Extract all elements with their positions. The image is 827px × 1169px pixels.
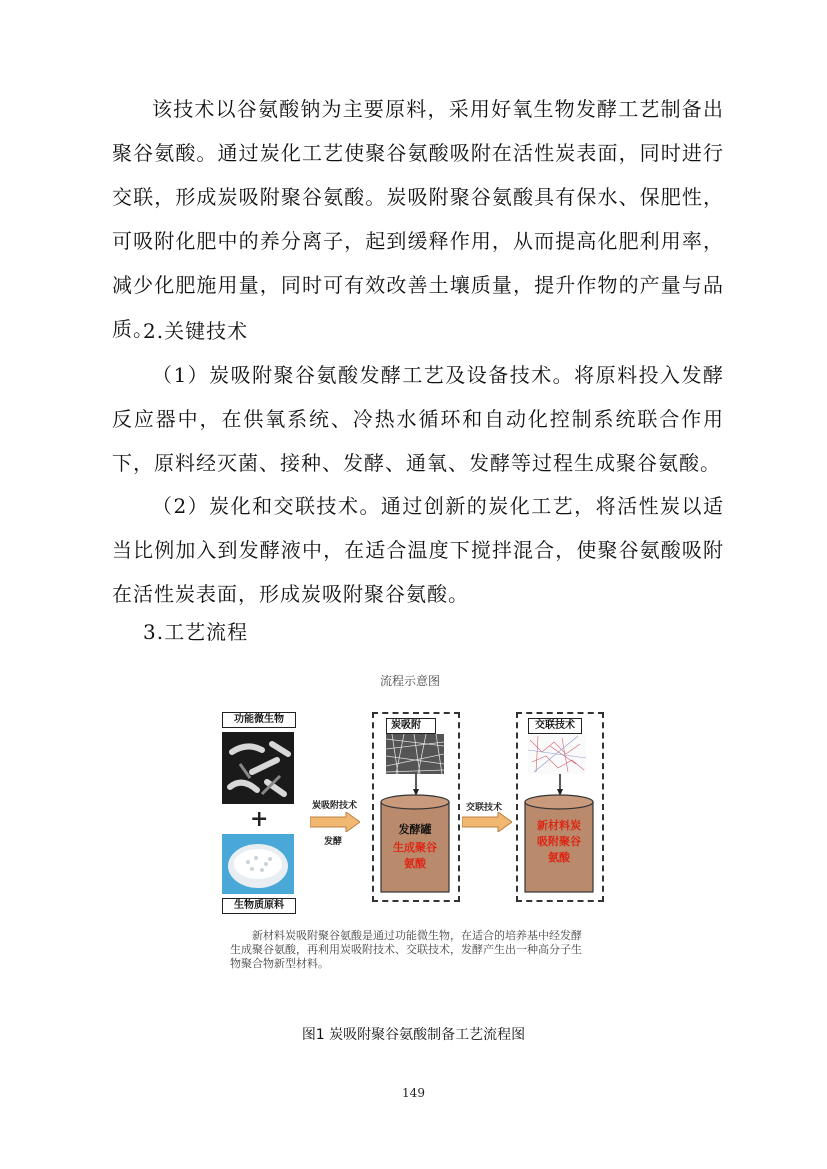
label-biomass-raw-material: 生物质原料: [222, 898, 296, 914]
carbon-mesh-image: [386, 734, 444, 774]
label-functional-microbe: 功能微生物: [222, 712, 296, 728]
arrow-right-icon: [462, 812, 512, 832]
arrow-right-icon: [310, 812, 360, 832]
paragraph-fermentation-technology: （1）炭吸附聚谷氨酸发酵工艺及设备技术。将原料投入发酵反应器中，在供氧系统、冷热水循环和自动化控制系统联合作用下，原料经灭菌、接种、发酵、通氧、发酵等过程生成聚谷氨酸。: [112, 363, 724, 475]
paragraph-overview: 该技术以谷氨酸钠为主要原料，采用好氧生物发酵工艺制备出聚谷氨酸。通过炭化工艺使聚谷氨酸吸附在活性炭表面，同时进行交联，形成炭吸附聚谷氨酸。炭吸附聚谷氨酸具有保水、保肥性，可吸附化肥中的养分离子，起到缓释作用，从而提高化肥利用率，减少化肥施用量，同时可有效改善土壤质量，提升作物的产量与品质。: [112, 97, 724, 341]
arrow-down-icon: [557, 774, 563, 796]
biomass-photo: [222, 834, 294, 894]
heading-process-flow: 3.工艺流程: [143, 620, 249, 644]
arrow2-label-top: 交联技术: [466, 803, 503, 813]
arrow-down-icon: [413, 774, 419, 796]
figure-title: 流程示意图: [379, 674, 440, 688]
plus-sign: +: [250, 806, 269, 832]
label-carbon-adsorption: 炭吸附: [386, 718, 436, 734]
tank1-product-label: 生成聚谷氨酸: [393, 841, 437, 870]
figure-caption: 图1 炭吸附聚谷氨酸制备工艺流程图: [301, 1027, 526, 1043]
microbe-photo: [222, 732, 294, 804]
figure-description: 新材料炭吸附聚谷氨酸是通过功能微生物，在适合的培养基中经发酵生成聚谷氨酸，再利用炭吸附技术、交联技术，发酵产生出一种高分子生物聚合物新型材料。: [230, 929, 582, 970]
paragraph-carbonization-technology: （2）炭化和交联技术。通过创新的炭化工艺，将活性炭以适当比例加入到发酵液中，在适合温度下搅拌混合，使聚谷氨酸吸附在活性炭表面，形成炭吸附聚谷氨酸。: [112, 494, 724, 606]
tank1-label: 发酵罐: [398, 823, 432, 836]
heading-key-technology: 2.关键技术: [143, 319, 249, 343]
arrow1-label-bottom: 发酵: [324, 837, 343, 847]
crosslink-network-image: [528, 734, 586, 774]
tank2-product-label: 新材料炭吸附聚谷氨酸: [537, 819, 581, 864]
arrow1-label-top: 炭吸附技术: [312, 801, 358, 811]
label-crosslinking-technology: 交联技术: [528, 718, 582, 734]
page-number: 149: [402, 1086, 425, 1100]
